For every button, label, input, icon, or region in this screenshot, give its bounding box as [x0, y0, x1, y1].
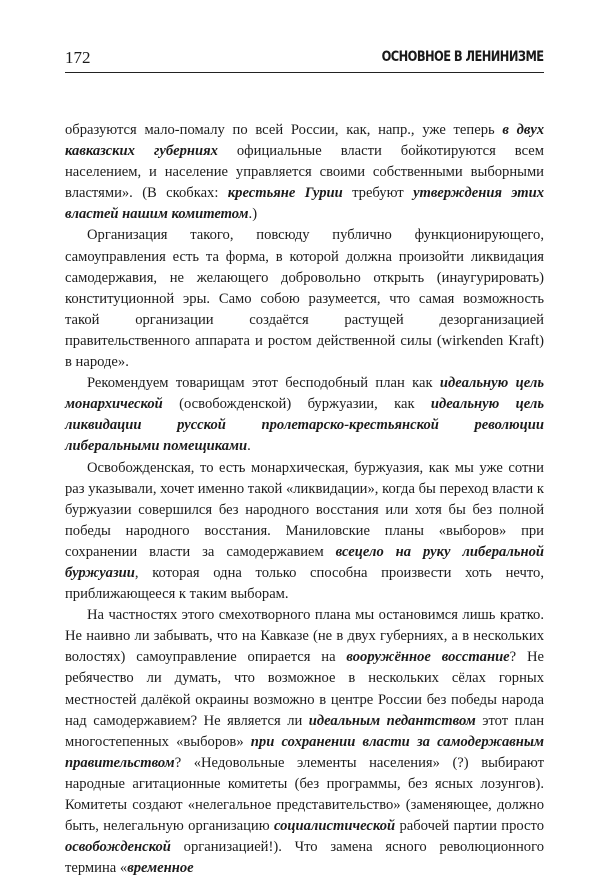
emphasis-run: утверждения этих властей нашим комитетом [65, 185, 544, 223]
paragraph [65, 373, 544, 457]
paragraph [65, 225, 544, 373]
text-run: .) [248, 206, 258, 223]
page-number: 172 [65, 48, 91, 67]
paragraph [65, 120, 544, 225]
text-run: образуются мало-помалу по всей России, как, напр., уже теперь [65, 122, 503, 138]
text-run: требуют [342, 185, 414, 202]
emphasis-run: социалистической [273, 818, 396, 835]
text-run: Рекомендуем товарищам этот бесподобный план как [87, 375, 440, 392]
text-run: , которая одна только способна произвести хоть нечто, приближающееся к таким выборам. [65, 564, 544, 603]
text-run: этот план многостепенных «выборов» [65, 712, 545, 750]
text-run: официальные власти бойкотируются всем населением, и население управляется своими собственными выборными властями». (В скобках: [65, 143, 544, 202]
emphasis-run: временное [127, 860, 194, 877]
page-header [65, 48, 544, 70]
text-run: На частностях этого смехотворного плана мы остановимся лишь кратко. Не наивно ли забывать, что на Кавказе (не в двух губерниях, а в нескольких волостях) самоуправление опирается на [65, 607, 544, 666]
text-run: ? «Недовольные элементы населения» (?) выбирают народные агитационные комитеты (без программы, без ясных лозунгов). Комитеты создают «нелегальное представительство» (заменяющее, должно быть, нелегальную организацию [65, 754, 544, 835]
body-text [65, 120, 544, 879]
paragraph [65, 605, 544, 879]
text-run: Организация такого, повсюду публично функционирующего, самоуправления есть та форма, в которой должна произойти ликвидация самодержавия, не желающего добровольно открыть (инаугурировать) конституционной эры. Само собою разумеется, что самая возможность такой организации создаётся растущей дезорганизацией правительственного аппарата и ростом действенной силы (wirkenden Kraft) в народе». [65, 227, 544, 371]
emphasis-run: при сохранении власти за самодержавным правительством [65, 733, 544, 771]
text-run: ? Не ребячество ли думать, что возможное в нескольких сёлах горных местностей далёкой окраины возможно в центре России без победы народа над самодержавием? Не является ли [65, 649, 544, 729]
emphasis-run: идеальную цель ликвидации русской пролетарско-крестьянской революции либеральными помещиками [65, 396, 544, 455]
emphasis-run: идеальным педантством [308, 712, 476, 729]
emphasis-run: крестьяне Гурии [227, 185, 343, 202]
paragraph [65, 458, 544, 606]
text-run: организацией!). Что замена ясного революционного термина « [65, 839, 544, 877]
running-head: ОСНОВНОЕ В ЛЕНИНИЗМЕ [381, 49, 544, 65]
header-rule [65, 72, 544, 73]
emphasis-run: всецело на руку либеральной буржуазии [65, 543, 545, 581]
emphasis-run: освобожденской [65, 839, 171, 856]
text-run: (освобожденской) буржуазии, как [162, 396, 431, 413]
emphasis-run: в двух кавказских губерниях [65, 122, 544, 160]
text-run: рабочей партии просто [395, 818, 544, 835]
emphasis-run: вооружённое восстание [346, 649, 510, 666]
emphasis-run: идеальную цель монархической [65, 375, 544, 413]
text-run: Освобожденская, то есть монархическая, буржуазия, как мы уже сотни раз указывали, хочет именно такой «ликвидации», когда бы переход власти к буржуазии совершился без народного восстания или хотя бы без полной победы народного восстания. Маниловские планы «выборов» при сохранении власти за самодержавием [65, 459, 544, 560]
text-run: . [247, 438, 251, 455]
